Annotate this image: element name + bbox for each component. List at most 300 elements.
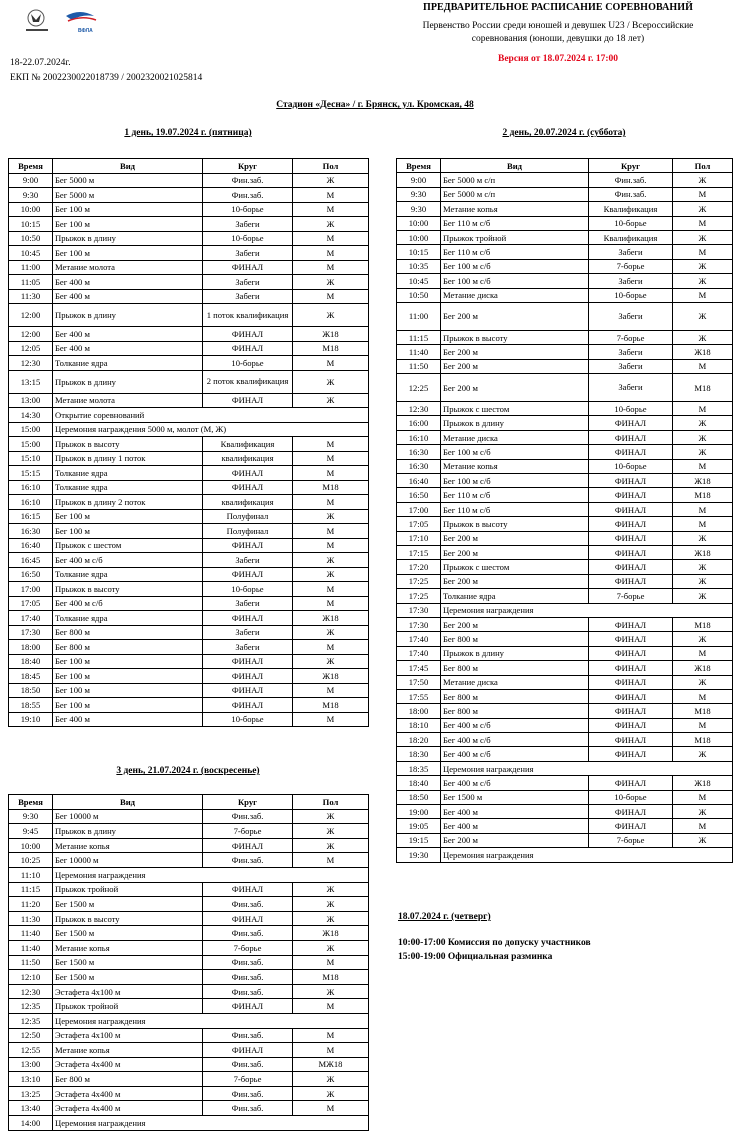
table-row bbox=[9, 955, 369, 970]
cell-event: Прыжок в высоту bbox=[441, 517, 589, 531]
cell-event: Бег 200 м bbox=[441, 374, 589, 402]
cell-event: Бег 400 м bbox=[53, 341, 203, 356]
day2-title: 2 день, 20.07.2024 г. (суббота) bbox=[502, 128, 626, 138]
cell-round: ФИНАЛ bbox=[589, 560, 673, 574]
cell-time: 16:10 bbox=[9, 495, 53, 510]
table-row bbox=[397, 632, 733, 646]
cell-event: Метание диска bbox=[441, 430, 589, 444]
cell-round: ФИНАЛ bbox=[203, 567, 293, 582]
cell-time: 18:40 bbox=[397, 776, 441, 790]
cell-gender: М bbox=[293, 1028, 369, 1043]
day3-title: 3 день, 21.07.2024 г. (воскресенье) bbox=[116, 766, 260, 776]
cell-round: ФИНАЛ bbox=[203, 911, 293, 926]
cell-time: 12:10 bbox=[9, 970, 53, 985]
cell-event: Прыжок с шестом bbox=[441, 560, 589, 574]
cell-round: ФИНАЛ bbox=[589, 474, 673, 488]
cell-round: ФИНАЛ bbox=[203, 260, 293, 275]
table-row bbox=[397, 288, 733, 302]
cell-gender: Ж bbox=[293, 304, 369, 327]
header-time: Время bbox=[9, 795, 53, 810]
cell-round: 10-борье bbox=[589, 402, 673, 416]
cell-event: Церемония награждения bbox=[441, 761, 733, 775]
table-row bbox=[9, 611, 369, 626]
cell-gender: М bbox=[293, 260, 369, 275]
cell-gender: Ж bbox=[293, 882, 369, 897]
cell-round: 10-борье bbox=[203, 202, 293, 217]
cell-gender: Ж bbox=[293, 553, 369, 568]
cell-time: 18:20 bbox=[397, 733, 441, 747]
cell-round: ФИНАЛ bbox=[203, 838, 293, 853]
cell-time: 17:30 bbox=[9, 625, 53, 640]
cell-event: Бег 5000 м с/п bbox=[441, 187, 589, 201]
table-row bbox=[397, 202, 733, 216]
cell-time: 19:15 bbox=[397, 833, 441, 847]
table-row bbox=[9, 867, 369, 882]
table-row bbox=[9, 202, 369, 217]
cell-gender: Ж bbox=[293, 1086, 369, 1101]
cell-event: Толкание ядра bbox=[53, 466, 203, 481]
cell-gender: Ж bbox=[293, 393, 369, 408]
cell-event: Бег 1500 м bbox=[53, 926, 203, 941]
cell-event: Прыжок тройной bbox=[53, 882, 203, 897]
cell-time: 17:30 bbox=[397, 603, 441, 617]
cell-round: ФИНАЛ bbox=[589, 747, 673, 761]
cell-time: 18:50 bbox=[9, 683, 53, 698]
cell-gender: Ж18 bbox=[293, 611, 369, 626]
version-label: Версия от 18.07.2024 г. 17:00 bbox=[498, 54, 618, 64]
cell-time: 11:20 bbox=[9, 897, 53, 912]
cell-time: 9:30 bbox=[397, 187, 441, 201]
cell-round: Квалификация bbox=[203, 437, 293, 452]
cell-round: Квалификация bbox=[589, 202, 673, 216]
cell-time: 16:30 bbox=[397, 445, 441, 459]
table-row bbox=[397, 488, 733, 502]
table-row bbox=[397, 531, 733, 545]
table-row bbox=[397, 848, 733, 862]
cell-time: 11:10 bbox=[9, 867, 53, 882]
cell-gender: Ж bbox=[293, 940, 369, 955]
page-title: ПРЕДВАРИТЕЛЬНОЕ РАСПИСАНИЕ СОРЕВНОВАНИЙ bbox=[422, 2, 694, 13]
cell-time: 10:35 bbox=[397, 259, 441, 273]
cell-event: Церемония награждения bbox=[441, 603, 733, 617]
cell-time: 17:50 bbox=[397, 675, 441, 689]
cell-event: Бег 1500 м bbox=[53, 970, 203, 985]
table-row bbox=[397, 545, 733, 559]
cell-event: Открытие соревнований bbox=[53, 408, 369, 423]
table-row bbox=[9, 304, 369, 327]
cell-event: Церемония награждения bbox=[53, 1116, 369, 1131]
cell-time: 18:00 bbox=[9, 640, 53, 655]
organizer-logos bbox=[22, 6, 122, 40]
cell-event: Бег 400 м с/б bbox=[441, 747, 589, 761]
cell-round: Квалификация bbox=[589, 230, 673, 244]
cell-event: Прыжок с шестом bbox=[441, 402, 589, 416]
cell-event: Бег 200 м bbox=[441, 531, 589, 545]
cell-gender: Ж bbox=[293, 824, 369, 839]
cell-round: Забеги bbox=[203, 640, 293, 655]
table-row bbox=[9, 999, 369, 1014]
header-event: Вид bbox=[441, 159, 589, 173]
cell-time: 16:40 bbox=[397, 474, 441, 488]
cell-gender: М bbox=[293, 683, 369, 698]
cell-time: 10:50 bbox=[397, 288, 441, 302]
cell-round: Забеги bbox=[203, 625, 293, 640]
cell-gender: М18 bbox=[293, 341, 369, 356]
cell-event: Прыжок в длину 2 поток bbox=[53, 495, 203, 510]
table-row bbox=[397, 173, 733, 187]
cell-gender: Ж18 bbox=[673, 545, 733, 559]
table-row bbox=[9, 341, 369, 356]
cell-time: 11:50 bbox=[9, 955, 53, 970]
cell-event: Бег 400 м с/б bbox=[441, 733, 589, 747]
cell-gender: Ж bbox=[293, 984, 369, 999]
table-row bbox=[397, 747, 733, 761]
cell-round: ФИНАЛ bbox=[203, 882, 293, 897]
cell-time: 15:00 bbox=[9, 422, 53, 437]
cell-event: Бег 100 м bbox=[53, 217, 203, 232]
cell-gender: М bbox=[293, 1101, 369, 1116]
cell-gender: Ж bbox=[673, 833, 733, 847]
cell-round: 2 поток квалификация bbox=[203, 370, 293, 393]
table-row bbox=[397, 689, 733, 703]
cell-round: ФИНАЛ bbox=[589, 646, 673, 660]
cell-time: 11:40 bbox=[397, 345, 441, 359]
cell-gender: Ж bbox=[673, 230, 733, 244]
table-row bbox=[9, 538, 369, 553]
cell-time: 19:00 bbox=[397, 805, 441, 819]
cell-event: Бег 400 м bbox=[53, 327, 203, 342]
header-time: Время bbox=[397, 159, 441, 173]
cell-gender: М bbox=[293, 955, 369, 970]
table-row bbox=[9, 654, 369, 669]
cell-round: ФИНАЛ bbox=[589, 661, 673, 675]
cell-event: Прыжок в длину bbox=[53, 304, 203, 327]
cell-gender: М bbox=[673, 359, 733, 373]
cell-event: Бег 200 м bbox=[441, 833, 589, 847]
cell-round: Полуфинал bbox=[203, 524, 293, 539]
cell-event: Бег 100 м bbox=[53, 683, 203, 698]
cell-event: Эстафета 4х100 м bbox=[53, 984, 203, 999]
cell-round: ФИНАЛ bbox=[589, 704, 673, 718]
cell-time: 17:55 bbox=[397, 689, 441, 703]
cell-gender: М bbox=[673, 646, 733, 660]
cell-time: 12:30 bbox=[9, 356, 53, 371]
table-row bbox=[397, 302, 733, 330]
cell-gender: М18 bbox=[293, 970, 369, 985]
table-row bbox=[397, 733, 733, 747]
cell-event: Прыжок в высоту bbox=[53, 437, 203, 452]
cell-gender: М bbox=[293, 596, 369, 611]
cell-event: Эстафета 4х100 м bbox=[53, 1028, 203, 1043]
cell-time: 11:15 bbox=[397, 330, 441, 344]
cell-event: Бег 200 м bbox=[441, 359, 589, 373]
cell-time: 9:30 bbox=[9, 809, 53, 824]
cell-event: Бег 10000 м bbox=[53, 809, 203, 824]
day1-schedule-table bbox=[8, 158, 369, 727]
cell-event: Бег 100 м bbox=[53, 669, 203, 684]
cell-gender: М bbox=[293, 999, 369, 1014]
cell-gender: Ж bbox=[673, 632, 733, 646]
cell-time: 13:15 bbox=[9, 370, 53, 393]
cell-time: 15:10 bbox=[9, 451, 53, 466]
cell-gender: Ж18 bbox=[673, 474, 733, 488]
table-row bbox=[397, 646, 733, 660]
table-row bbox=[9, 509, 369, 524]
cell-round: ФИНАЛ bbox=[203, 999, 293, 1014]
header-event: Вид bbox=[53, 795, 203, 810]
stadium-address: Стадион «Десна» / г. Брянск, ул. Кромская, 48 bbox=[276, 100, 474, 110]
cell-time: 10:15 bbox=[9, 217, 53, 232]
table-row bbox=[397, 704, 733, 718]
cell-round: ФИНАЛ bbox=[203, 683, 293, 698]
table-row bbox=[397, 187, 733, 201]
cell-time: 18:00 bbox=[397, 704, 441, 718]
table-row bbox=[397, 245, 733, 259]
cell-event: Прыжок в длину bbox=[53, 231, 203, 246]
cell-time: 9:00 bbox=[9, 173, 53, 188]
cell-event: Прыжок тройной bbox=[441, 230, 589, 244]
cell-event: Бег 400 м bbox=[53, 712, 203, 727]
cell-event: Метание копья bbox=[53, 838, 203, 853]
cell-time: 16:45 bbox=[9, 553, 53, 568]
cell-round: Забеги bbox=[203, 217, 293, 232]
table-row bbox=[9, 1086, 369, 1101]
cell-event: Церемония награждения bbox=[441, 848, 733, 862]
table-header-row bbox=[9, 159, 369, 174]
cell-gender: Ж bbox=[293, 897, 369, 912]
cell-gender: М bbox=[293, 1043, 369, 1058]
cell-event: Бег 400 м с/б bbox=[53, 596, 203, 611]
table-row bbox=[397, 359, 733, 373]
cell-time: 14:30 bbox=[9, 408, 53, 423]
cell-gender: М18 bbox=[673, 733, 733, 747]
table-row bbox=[397, 819, 733, 833]
cell-round: 7-борье bbox=[203, 824, 293, 839]
table-row bbox=[9, 553, 369, 568]
table-row bbox=[9, 480, 369, 495]
table-row bbox=[9, 882, 369, 897]
table-row bbox=[397, 661, 733, 675]
cell-event: Церемония награждения bbox=[53, 1013, 369, 1028]
cell-event: Бег 100 м bbox=[53, 246, 203, 261]
cell-time: 19:10 bbox=[9, 712, 53, 727]
cell-gender: М bbox=[673, 718, 733, 732]
cell-time: 17:25 bbox=[397, 574, 441, 588]
cell-gender: М bbox=[293, 495, 369, 510]
cell-round: ФИНАЛ bbox=[203, 480, 293, 495]
cell-time: 16:30 bbox=[9, 524, 53, 539]
cell-event: Метание молота bbox=[53, 260, 203, 275]
cell-time: 12:35 bbox=[9, 1013, 53, 1028]
cell-time: 11:40 bbox=[9, 940, 53, 955]
table-row bbox=[9, 422, 369, 437]
cell-time: 10:45 bbox=[397, 274, 441, 288]
cell-time: 16:40 bbox=[9, 538, 53, 553]
cell-gender: Ж18 bbox=[293, 926, 369, 941]
day2-schedule-table bbox=[396, 158, 733, 863]
cell-gender: М bbox=[673, 459, 733, 473]
day0-block bbox=[398, 910, 591, 964]
cell-time: 11:00 bbox=[9, 260, 53, 275]
cell-round: 7-борье bbox=[203, 1072, 293, 1087]
table-row bbox=[9, 596, 369, 611]
table-row bbox=[9, 1028, 369, 1043]
cell-event: Метание молота bbox=[53, 393, 203, 408]
cell-time: 12:35 bbox=[9, 999, 53, 1014]
cell-event: Бег 800 м bbox=[441, 689, 589, 703]
cell-time: 10:50 bbox=[9, 231, 53, 246]
cell-round: Забеги bbox=[589, 345, 673, 359]
cell-round: ФИНАЛ bbox=[589, 416, 673, 430]
cell-gender: Ж bbox=[673, 330, 733, 344]
cell-event: Бег 200 м bbox=[441, 617, 589, 631]
cell-round: ФИНАЛ bbox=[203, 1043, 293, 1058]
header-round: Круг bbox=[203, 159, 293, 174]
cell-event: Бег 1500 м bbox=[441, 790, 589, 804]
table-row bbox=[397, 805, 733, 819]
cell-round: Забеги bbox=[203, 275, 293, 290]
cell-event: Бег 800 м bbox=[53, 640, 203, 655]
table-row bbox=[9, 437, 369, 452]
table-row bbox=[9, 370, 369, 393]
cell-event: Метание диска bbox=[441, 288, 589, 302]
cell-round: 1 поток квалификация bbox=[203, 304, 293, 327]
cell-gender: Ж18 bbox=[673, 345, 733, 359]
table-row bbox=[397, 833, 733, 847]
cell-gender: Ж bbox=[293, 275, 369, 290]
cell-round: квалификация bbox=[203, 495, 293, 510]
cell-gender: М bbox=[673, 187, 733, 201]
table-row bbox=[397, 445, 733, 459]
cell-event: Бег 5000 м с/п bbox=[441, 173, 589, 187]
cell-round: Фин.заб. bbox=[203, 173, 293, 188]
cell-gender: М18 bbox=[673, 488, 733, 502]
cell-event: Метание копья bbox=[441, 459, 589, 473]
table-header-row bbox=[9, 795, 369, 810]
cell-time: 17:05 bbox=[9, 596, 53, 611]
cell-gender: Ж bbox=[293, 567, 369, 582]
table-row bbox=[9, 1072, 369, 1087]
cell-gender: Ж bbox=[673, 416, 733, 430]
cell-round: Забеги bbox=[589, 359, 673, 373]
header-event: Вид bbox=[53, 159, 203, 174]
cell-round: 10-борье bbox=[203, 582, 293, 597]
cell-round: ФИНАЛ bbox=[589, 805, 673, 819]
cell-event: Метание копья bbox=[53, 1043, 203, 1058]
cell-round: ФИНАЛ bbox=[203, 611, 293, 626]
cell-event: Толкание ядра bbox=[53, 480, 203, 495]
cell-event: Бег 1500 м bbox=[53, 955, 203, 970]
cell-round: 10-борье bbox=[589, 216, 673, 230]
cell-time: 16:10 bbox=[397, 430, 441, 444]
cell-gender: Ж bbox=[673, 173, 733, 187]
cell-gender: М bbox=[293, 640, 369, 655]
cell-time: 13:00 bbox=[9, 1057, 53, 1072]
cell-round: Забеги bbox=[589, 245, 673, 259]
cell-event: Бег 400 м bbox=[441, 805, 589, 819]
cell-gender: М bbox=[293, 437, 369, 452]
header-gender: Пол bbox=[293, 795, 369, 810]
header-gender: Пол bbox=[673, 159, 733, 173]
table-row bbox=[9, 911, 369, 926]
cell-gender: М bbox=[293, 202, 369, 217]
cell-round: ФИНАЛ bbox=[589, 545, 673, 559]
cell-event: Бег 100 м с/б bbox=[441, 274, 589, 288]
table-row bbox=[9, 260, 369, 275]
cell-time: 15:00 bbox=[9, 437, 53, 452]
table-row bbox=[397, 790, 733, 804]
cell-gender: М bbox=[293, 188, 369, 203]
table-row bbox=[9, 712, 369, 727]
cell-gender: М bbox=[293, 712, 369, 727]
table-row bbox=[397, 230, 733, 244]
cell-gender: М bbox=[293, 853, 369, 868]
table-row bbox=[9, 327, 369, 342]
cell-time: 17:40 bbox=[397, 646, 441, 660]
table-row bbox=[9, 970, 369, 985]
cell-time: 12:25 bbox=[397, 374, 441, 402]
cell-time: 12:30 bbox=[397, 402, 441, 416]
cell-event: Толкание ядра bbox=[53, 356, 203, 371]
cell-event: Бег 200 м bbox=[441, 574, 589, 588]
cell-round: Фин.заб. bbox=[589, 187, 673, 201]
cell-gender: М bbox=[673, 819, 733, 833]
cell-event: Бег 200 м bbox=[441, 345, 589, 359]
cell-round: Фин.заб. bbox=[203, 809, 293, 824]
table-row bbox=[9, 356, 369, 371]
cell-event: Бег 100 м bbox=[53, 524, 203, 539]
cell-event: Бег 110 м с/б bbox=[441, 502, 589, 516]
cell-gender: Ж bbox=[673, 274, 733, 288]
table-row bbox=[397, 345, 733, 359]
cell-round: ФИНАЛ bbox=[589, 776, 673, 790]
cell-round: Фин.заб. bbox=[203, 970, 293, 985]
day0-item: 10:00-17:00 Комиссия по допуску участников bbox=[398, 938, 591, 948]
cell-time: 13:00 bbox=[9, 393, 53, 408]
table-row bbox=[9, 926, 369, 941]
cell-time: 9:00 bbox=[397, 173, 441, 187]
table-row bbox=[397, 459, 733, 473]
cell-time: 16:50 bbox=[9, 567, 53, 582]
cell-round: 7-борье bbox=[589, 330, 673, 344]
cell-event: Прыжок с шестом bbox=[53, 538, 203, 553]
cell-time: 15:15 bbox=[9, 466, 53, 481]
cell-event: Метание копья bbox=[53, 940, 203, 955]
cell-event: Метание диска bbox=[441, 675, 589, 689]
cell-gender: Ж bbox=[673, 445, 733, 459]
table-row bbox=[397, 416, 733, 430]
cell-event: Прыжок в длину bbox=[441, 646, 589, 660]
cell-time: 11:30 bbox=[9, 911, 53, 926]
table-row bbox=[9, 640, 369, 655]
table-row bbox=[9, 289, 369, 304]
cell-event: Прыжок в длину bbox=[53, 824, 203, 839]
cell-event: Бег 400 м с/б bbox=[441, 718, 589, 732]
cell-gender: Ж bbox=[673, 560, 733, 574]
cell-time: 10:00 bbox=[9, 202, 53, 217]
table-row bbox=[9, 275, 369, 290]
cell-time: 13:40 bbox=[9, 1101, 53, 1116]
cell-round: Забеги bbox=[203, 246, 293, 261]
cell-round: Фин.заб. bbox=[203, 188, 293, 203]
cell-gender: Ж18 bbox=[293, 327, 369, 342]
cell-time: 19:05 bbox=[397, 819, 441, 833]
table-row bbox=[9, 408, 369, 423]
competition-name bbox=[378, 20, 738, 46]
cell-time: 16:00 bbox=[397, 416, 441, 430]
table-row bbox=[397, 274, 733, 288]
cell-time: 18:40 bbox=[9, 654, 53, 669]
